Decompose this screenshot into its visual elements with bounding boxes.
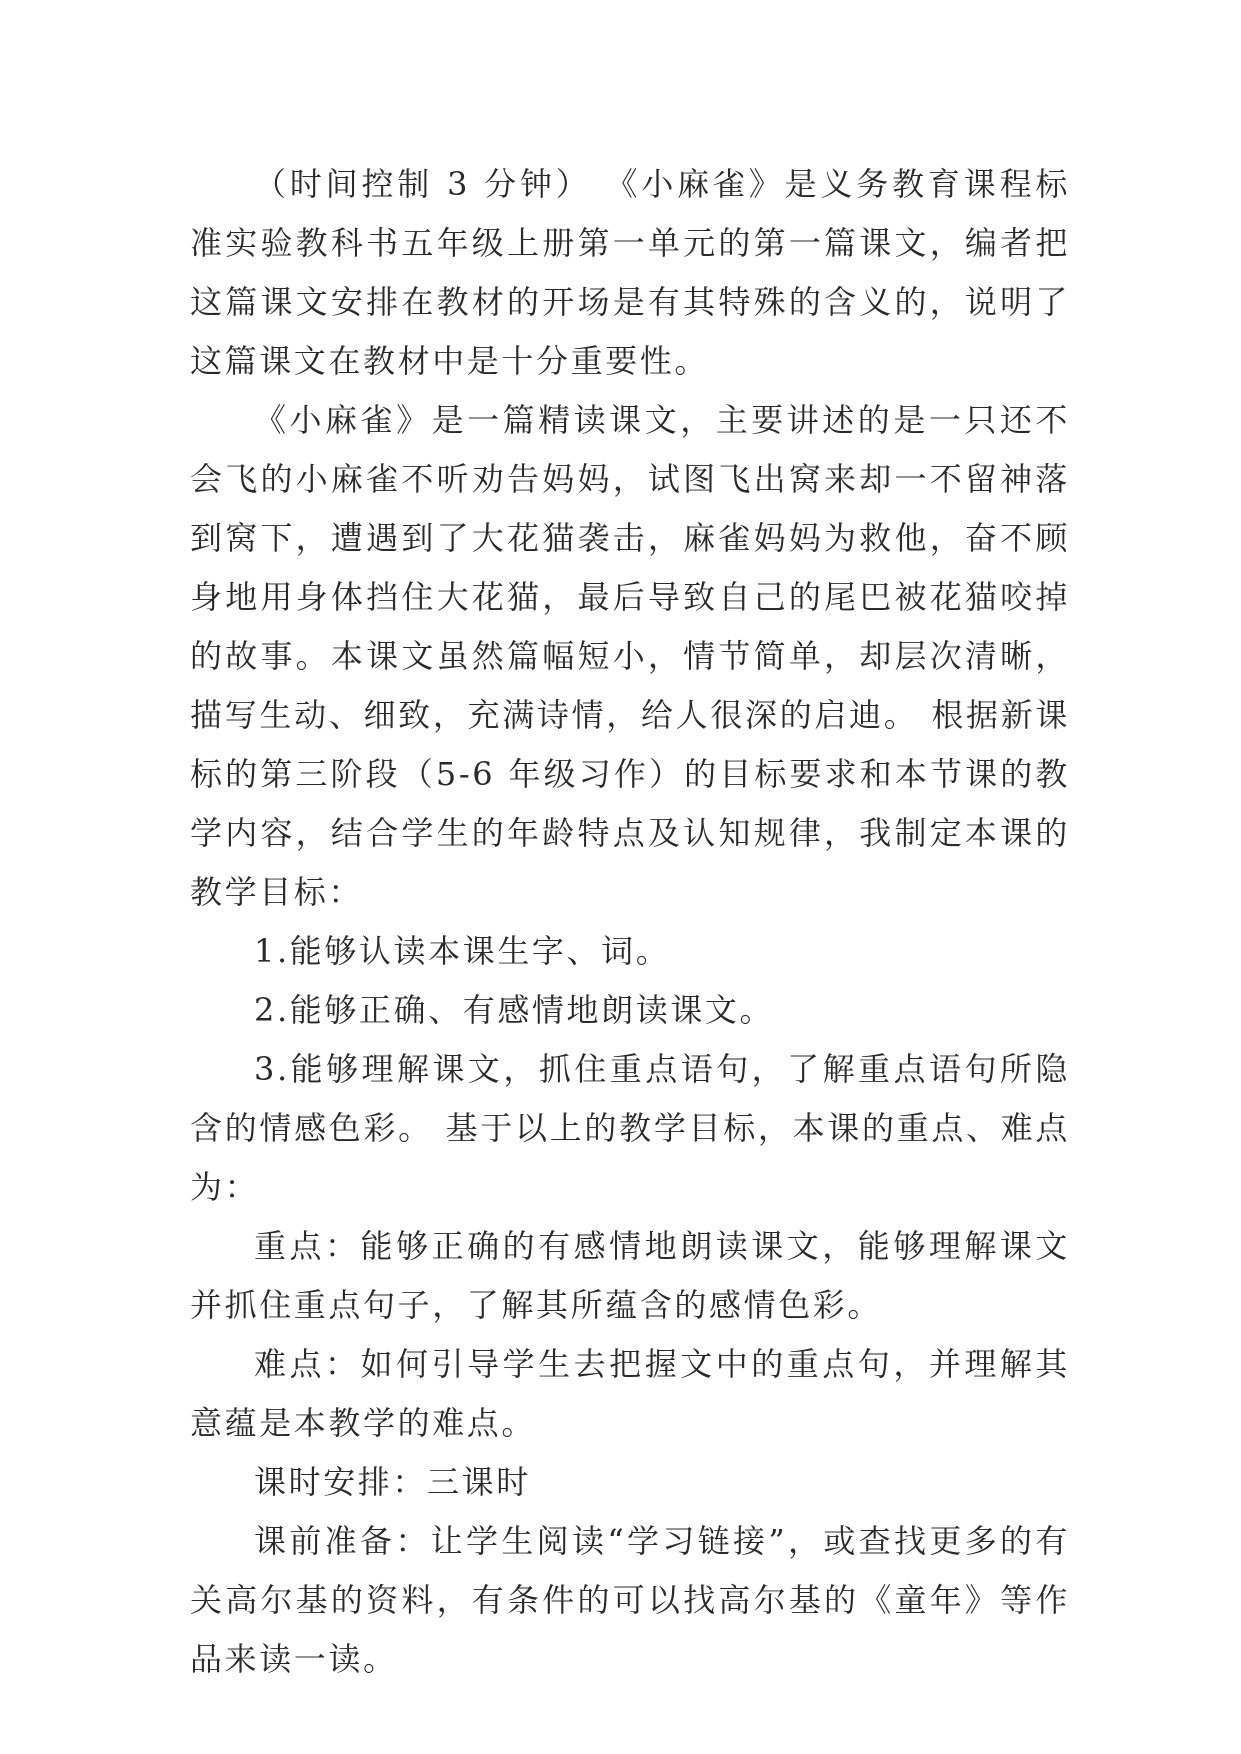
document-body — [190, 155, 1070, 1689]
paragraph-goal-2: 2.能够正确、有感情地朗读课文。 — [254, 991, 775, 1029]
paragraph-intro: （时间控制 3 分钟） 《小麻雀》是义务教育课程标准实验教科书五年级上册第一单元的第一篇课文，编者把这篇课文安排在教材的开场是有其特殊的含义的，说明了这篇课文在教材中是十分重要性。 — [190, 165, 1070, 380]
paragraph-key-point: 重点：能够正确的有感情地朗读课文，能够理解课文并抓住重点句子，了解其所蕴含的感情色彩。 — [190, 1227, 1070, 1324]
paragraph-schedule: 课时安排：三课时 — [254, 1463, 531, 1501]
paragraph-preparation: 课前准备：让学生阅读“学习链接”，或查找更多的有关高尔基的资料，有条件的可以找高尔基的《童年》等作品来读一读。 — [190, 1522, 1070, 1678]
paragraph-difficulty: 难点：如何引导学生去把握文中的重点句，并理解其意蕴是本教学的难点。 — [190, 1345, 1070, 1442]
paragraph-summary: 《小麻雀》是一篇精读课文，主要讲述的是一只还不会飞的小麻雀不听劝告妈妈，试图飞出窝来却一不留神落到窝下，遭遇到了大花猫袭击，麻雀妈妈为救他，奋不顾身地用身体挡住大花猫，最后导致自己的尾巴被花猫咬掉的故事。本课文虽然篇幅短小，情节简单，却层次清晰，描写生动、细致，充满诗情，给人很深的启迪。 根据新课标的第三阶段（5-6 年级习作）的目标要求和本节课的教学内容，结合学生的年龄特点及认知规律，我制定本课的教学目标： — [190, 401, 1070, 911]
paragraph-goal-3: 3.能够理解课文，抓住重点语句，了解重点语句所隐含的情感色彩。 基于以上的教学目标，本课的重点、难点为： — [190, 1050, 1070, 1206]
paragraph-goal-1: 1.能够认读本课生字、词。 — [254, 932, 671, 970]
